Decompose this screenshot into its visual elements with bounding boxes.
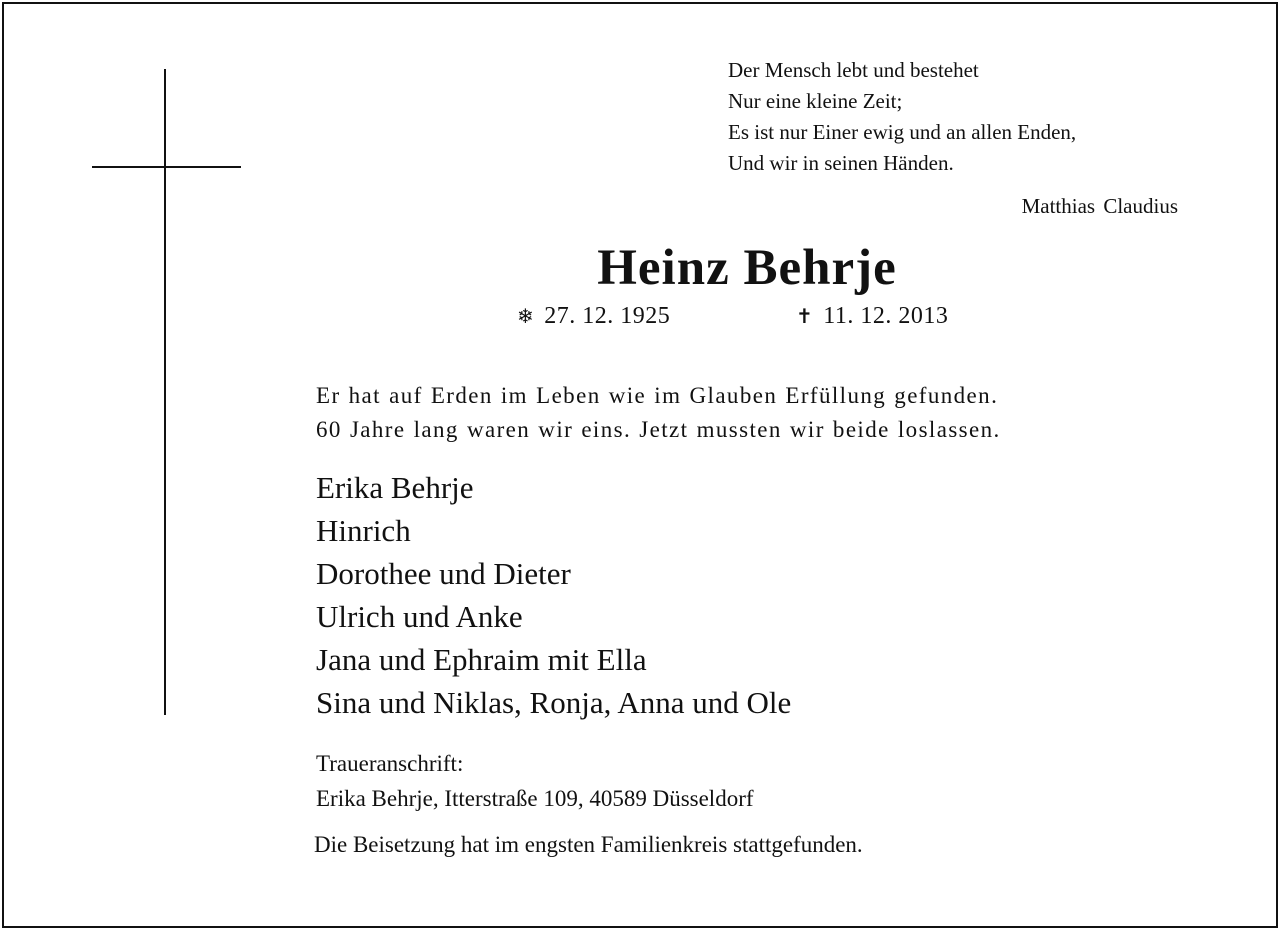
cross-horizontal-bar [92,166,241,168]
mourners-list [316,466,791,724]
poem-line: Es ist nur Einer ewig und an allen Enden, [728,120,1077,144]
mourner-name: Hinrich [316,513,411,548]
mourning-address [316,746,754,816]
death-date-line [796,300,948,332]
poem-line: Der Mensch lebt und bestehet [728,58,979,82]
poem-author: Matthias Claudius [1021,194,1178,218]
death-cross-icon: ✝ [796,304,814,328]
birth-date-line [517,300,670,332]
poem-line: Nur eine kleine Zeit; [728,89,903,113]
tribute-line: Er hat auf Erden im Leben wie im Glauben Erfüllung gefunden. [316,383,999,408]
birth-date: 27. 12. 1925 [544,303,671,329]
deceased-name: Heinz Behrje [597,240,897,296]
tribute-line: 60 Jahre lang waren wir eins. Jetzt mussten wir beide loslassen. [316,417,1001,442]
mourner-name: Erika Behrje [316,470,474,505]
address-label: Traueranschrift: [316,751,464,776]
mourner-name: Sina und Niklas, Ronja, Anna und Ole [316,685,792,720]
mourner-name: Dorothee und Dieter [316,556,571,591]
birth-star-icon: ❄ [517,304,535,328]
burial-note: Die Beisetzung hat im engsten Familienkreis stattgefunden. [314,832,863,857]
death-date: 11. 12. 2013 [823,303,949,329]
mourner-name: Ulrich und Anke [316,599,523,634]
mourner-name: Jana und Ephraim mit Ella [316,642,647,677]
poem-quote [728,55,1076,179]
poem-line: Und wir in seinen Händen. [728,151,954,175]
address-line: Erika Behrje, Itterstraße 109, 40589 Düsseldorf [316,786,754,811]
tribute-text [316,379,1001,447]
